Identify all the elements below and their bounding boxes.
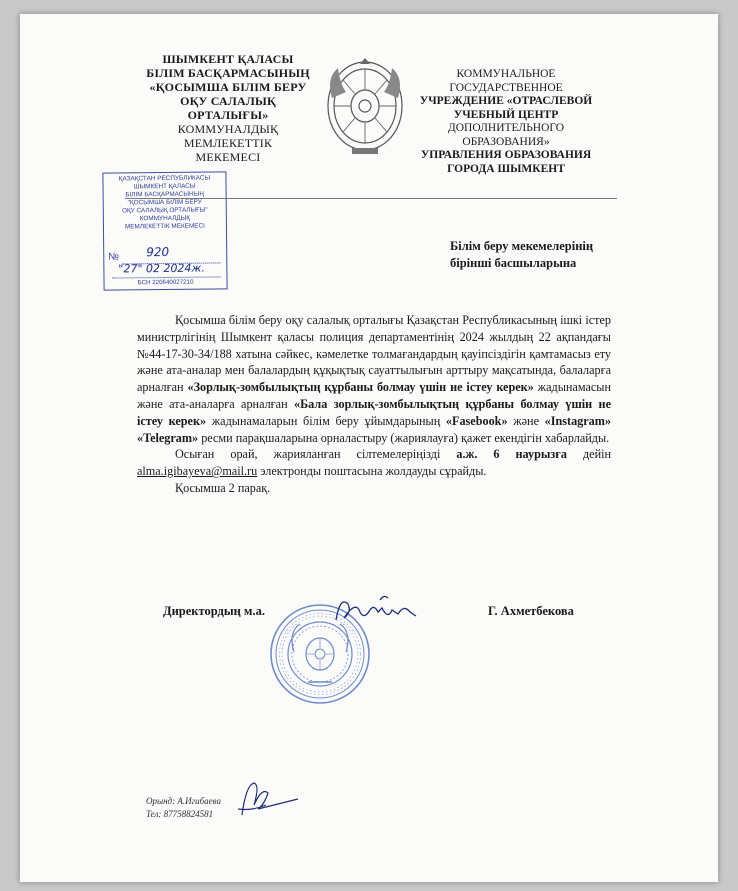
header-right-line: УЧРЕЖДЕНИЕ «ОТРАСЛЕВОЙ (419, 95, 593, 107)
stamp-line: ҚАЗАҚСТАН РЕСПУБЛИКАСЫ (118, 174, 211, 183)
body-text: жадынамаларын білім беру ұйымдарының (206, 413, 446, 428)
stamp-line: БІЛІМ БАСҚАРМАСЫНЫҢ (125, 190, 204, 199)
header-right-line: ОБРАЗОВАНИЯ» (462, 135, 550, 148)
stamp-line: ШЫМКЕНТ ҚАЛАСЫ (133, 182, 196, 191)
body-bold-title: «Бала зорлық-зомбылықтың құрбаны болмау үшін не істеу керек» (137, 396, 611, 428)
addressee-line: Білім беру мекемелерінің (450, 239, 594, 253)
header-left-line: ОҚУ САЛАЛЫҚ (180, 94, 276, 108)
body-bold-deadline: а.ж. 6 наурызға (456, 447, 567, 462)
header-left-line: ОРТАЛЫҒЫ» (187, 108, 269, 122)
body-text: Осыған орай, жарияланған сілтемелеріңізді (175, 447, 457, 462)
stamp-line: "ҚОСЫМША БІЛІМ БЕРУ (127, 198, 202, 207)
body-bold-network: «Telegram» (137, 430, 199, 445)
header-right-line: УЧЕБНЫЙ ЦЕНТР (453, 108, 559, 121)
registration-stamp (102, 171, 227, 290)
body-paragraph-1 (137, 312, 611, 446)
body-paragraph-3: Қосымша 2 парақ. (175, 480, 271, 495)
email-link[interactable]: alma.igibayeva@mail.ru (137, 464, 258, 479)
body-bold-network: «Fasebook» (445, 413, 508, 428)
stamp-line: ОҚУ САЛАЛЫҚ ОРТАЛЫҒЫ" (121, 206, 208, 215)
state-emblem-icon (324, 58, 406, 162)
header-left-line: БІЛІМ БАСҚАРМАСЫНЫҢ (146, 66, 310, 80)
stamp-bin: БСН 220640027210 (137, 278, 194, 287)
body-text: ресми парақшаларына орналастыру (жариялауға) қажет екендігін хабарлайды. (198, 430, 610, 445)
executor-name: Орынд: А.Игибаева (146, 796, 221, 806)
header-left-line: ШЫМКЕНТ ҚАЛАСЫ (162, 52, 294, 66)
signature-name: Г. Ахметбекова (488, 604, 574, 618)
stamp-line: КОММУНАЛДЫҚ (139, 214, 191, 223)
body-text: және (507, 413, 545, 428)
body-paragraph-2 (137, 446, 611, 480)
header-right-line: УПРАВЛЕНИЯ ОБРАЗОВАНИЯ (420, 149, 592, 161)
header-russian (413, 68, 599, 176)
body-text: дейін (566, 447, 611, 462)
header-left-line: МЕМЛЕКЕТТІК (183, 136, 273, 150)
director-signature-icon (330, 590, 422, 630)
body-text: электронды поштасына жолдауды сұрайды. (257, 464, 487, 479)
header-left-line: МЕКЕМЕСІ (195, 150, 261, 164)
executor-info (146, 795, 221, 821)
body-text: жадынамасын және ата-аналарға арналған (137, 380, 611, 411)
body-bold-network: «Instagram» (544, 413, 612, 428)
letter-body (137, 312, 611, 497)
body-text: Қосымша білім беру оқу салалық орталығы Қазақстан Республикасының ішкі істер министрлігінің Шымкент қаласы полиция департаментінің 2024 жылдың 22 ақпандағы №44-17-30-34/188 хатына сәйкес, кәмелетке толмағандардың қауіпсіздігін қамтамасыз ету және ата-аналар мен балалардың құқықтық сауаттылығын арттыру мақсатында, балаларға арналған (137, 313, 611, 395)
header-right-line: ГОСУДАРСТВЕННОЕ (449, 81, 563, 94)
stamp-date: "27" 02 2024ж. (118, 261, 205, 276)
header-right-line: КОММУНАЛЬНОЕ (456, 68, 556, 80)
stamp-number: 920 (146, 244, 170, 260)
header-left-line: КОММУНАЛДЫҚ (177, 122, 279, 136)
header-left-line: «ҚОСЫМША БІЛІМ БЕРУ (149, 80, 307, 94)
header-right-line: ГОРОДА ШЫМКЕНТ (447, 162, 565, 175)
stamp-number-label: № (108, 251, 120, 263)
signature-title: Директордың м.а. (163, 604, 265, 618)
addressee (450, 238, 650, 272)
stamp-line: МЕМЛЕКЕТТІК МЕКЕМЕСІ (124, 222, 205, 231)
body-bold-title: «Зорлық-зомбылықтың құрбаны болмау үшін не істеу керек» (187, 380, 534, 395)
header-right-line: ДОПОЛНИТЕЛЬНОГО (447, 122, 565, 134)
executor-initials-icon (232, 775, 302, 821)
executor-phone: Тел: 87758824581 (146, 809, 214, 819)
addressee-line: бірінші басшыларына (450, 256, 577, 270)
header-kazakh (140, 52, 316, 164)
